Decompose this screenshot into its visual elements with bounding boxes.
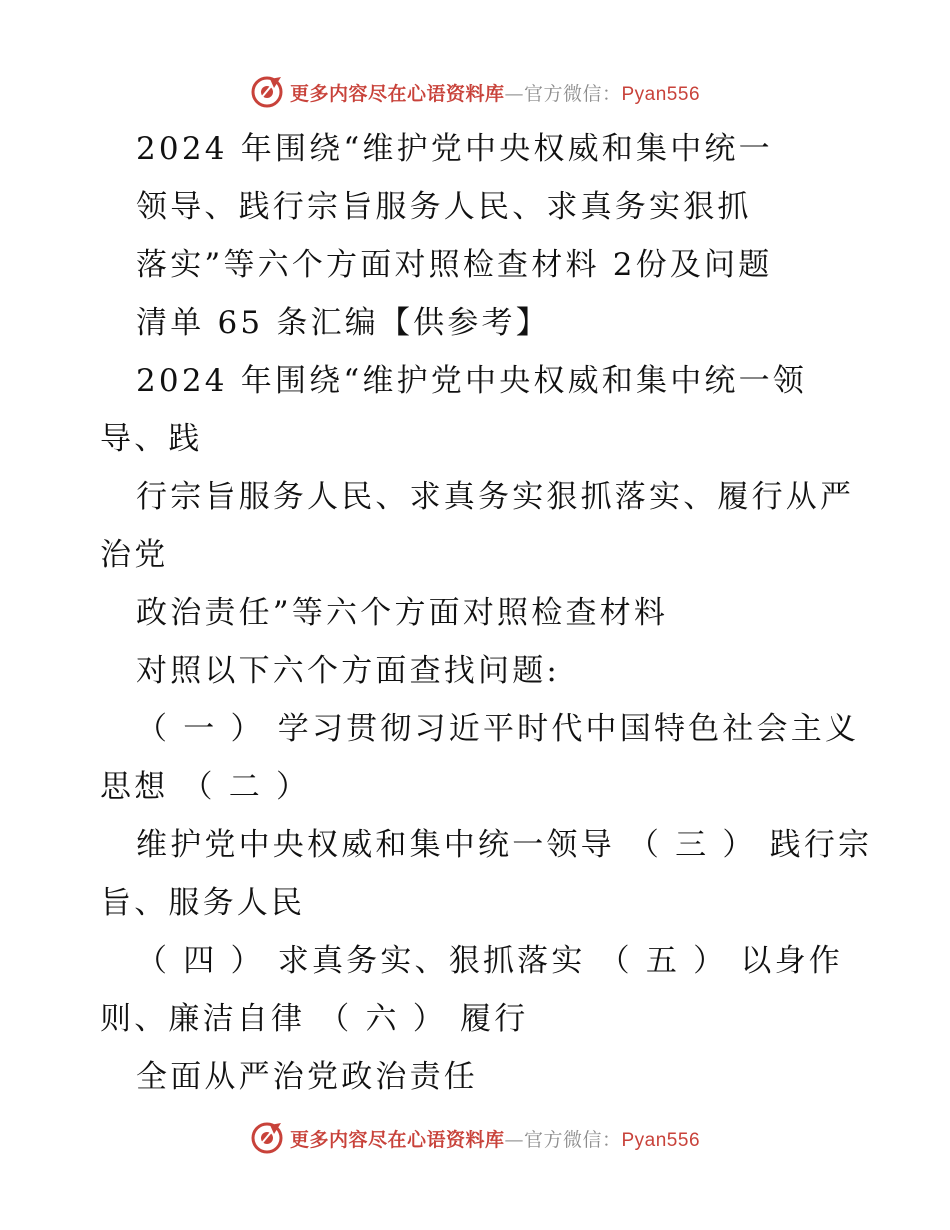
quill-seal-icon	[250, 75, 284, 109]
watermark-site-text: 更多内容尽在心语资料库	[289, 1128, 505, 1151]
footer-watermark	[0, 1118, 950, 1158]
paragraph-line: 2024 年围绕“维护党中央权威和集中统一领	[136, 363, 807, 399]
watermark-text	[290, 79, 700, 106]
watermark-text	[290, 1125, 700, 1152]
watermark-site-text: 更多内容尽在心语资料库	[289, 82, 505, 105]
watermark-separator: —	[504, 1128, 524, 1151]
paragraph-line: 导、践	[100, 421, 203, 457]
watermark-wechat-id: Pyan556	[621, 83, 701, 105]
paragraph-line: 维护党中央权威和集中统一领导 （ 三 ） 践行宗	[136, 827, 873, 863]
paragraph-line: 治党	[100, 537, 169, 573]
paragraph-line: （ 一 ） 学习贯彻习近平时代中国特色社会主义	[136, 711, 860, 747]
quill-seal-icon	[250, 1121, 284, 1155]
document-title-line-4: 清单 65 条汇编【供参考】	[136, 305, 550, 341]
paragraph-line: （ 四 ） 求真务实、狠抓落实 （ 五 ） 以身作	[136, 943, 843, 979]
document-title-line-1: 2024 年围绕“维护党中央权威和集中统一	[136, 131, 773, 167]
paragraph-line: 行宗旨服务人民、求真务实狠抓落实、履行从严	[136, 479, 855, 515]
header-watermark	[0, 72, 950, 112]
paragraph-line: 政治责任”等六个方面对照检查材料	[136, 595, 669, 631]
watermark-official-label: 官方微信：	[523, 82, 622, 105]
document-title-line-2: 领导、践行宗旨服务人民、求真务实狠抓	[136, 189, 752, 225]
paragraph-line: 全面从严治党政治责任	[136, 1059, 478, 1095]
watermark-separator: —	[504, 82, 524, 105]
document-title-line-3: 落实”等六个方面对照检查材料 2份及问题	[136, 247, 773, 283]
paragraph-line: 则、廉洁自律 （ 六 ） 履行	[100, 1001, 529, 1037]
paragraph-line: 思想 （ 二 ）	[100, 769, 311, 805]
paragraph-line: 对照以下六个方面查找问题:	[136, 653, 561, 689]
document-body	[100, 120, 873, 1106]
paragraph-line: 旨、服务人民	[100, 885, 306, 921]
watermark-official-label: 官方微信：	[523, 1128, 622, 1151]
watermark-wechat-id: Pyan556	[621, 1129, 701, 1151]
